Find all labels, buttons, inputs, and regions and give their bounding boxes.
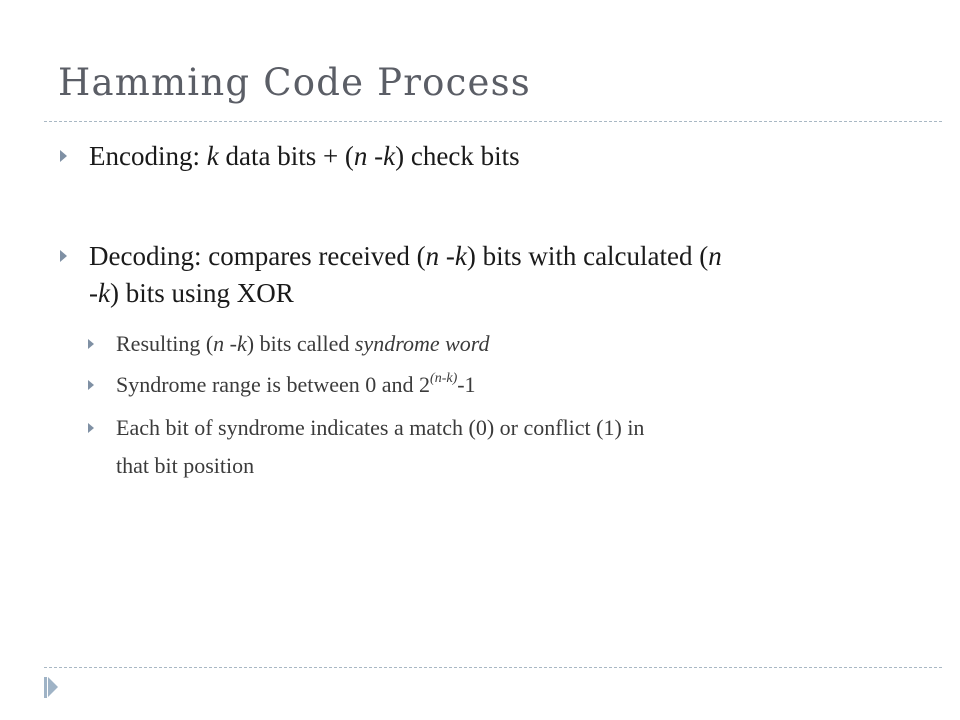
sub-bullet-arrow-icon xyxy=(88,423,94,433)
sub-bullet-syndrome-word: Resulting (n -k) bits called syndrome word xyxy=(116,331,490,356)
bullet-arrow-icon xyxy=(60,150,67,162)
title-divider xyxy=(44,121,942,122)
footer-arrow-icon xyxy=(48,677,58,697)
bullet-encoding: Encoding: k data bits + (n -k) check bits xyxy=(89,141,520,171)
sub-bullet-bit-meaning-line1: Each bit of syndrome indicates a match (0) or conflict (1) in xyxy=(116,415,645,440)
sub-bullet-arrow-icon xyxy=(88,380,94,390)
bullet-decoding-line1: Decoding: compares received (n -k) bits with calculated (n xyxy=(89,241,722,271)
sub-bullet-bit-meaning-line2: that bit position xyxy=(116,453,255,478)
footer-bar-icon xyxy=(44,677,47,698)
sub-bullet-arrow-icon xyxy=(88,339,94,349)
sub-bullet-syndrome-range: Syndrome range is between 0 and 2$^{(n-k)}$-1 xyxy=(116,371,476,397)
bullet-arrow-icon xyxy=(60,250,67,262)
bullet-decoding-line2: -k) bits using XOR xyxy=(89,278,294,308)
footer-divider xyxy=(44,667,942,668)
slide-title: Hamming Code Process xyxy=(58,61,531,104)
